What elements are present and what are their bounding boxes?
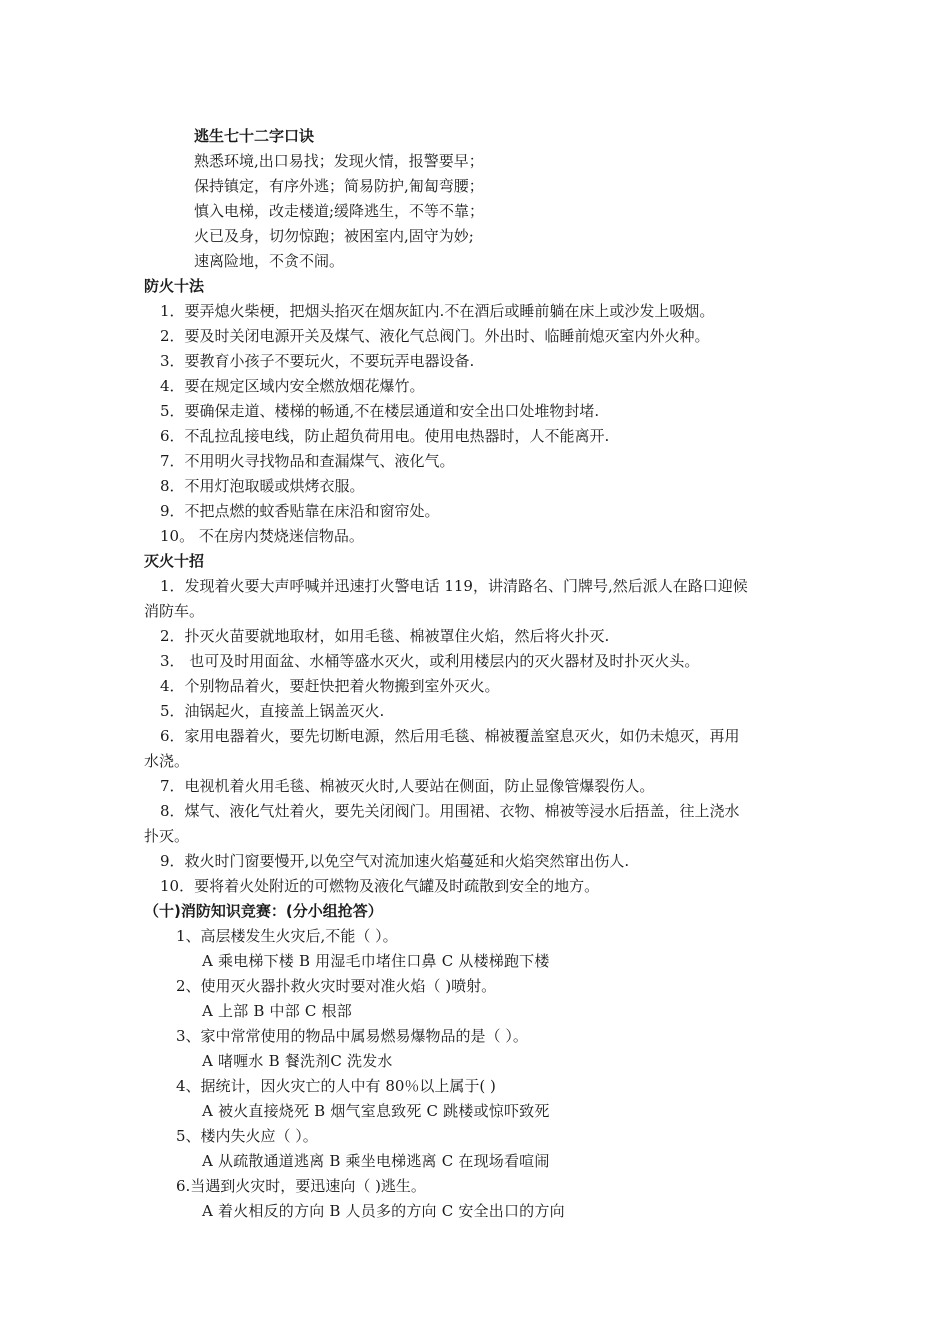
fighting-item-continued: 扑灭。 (144, 827, 190, 845)
quiz-options: A 乘电梯下楼 B 用湿毛巾堵住口鼻 C 从楼梯跑下楼 (202, 952, 550, 970)
prevention-item: 4．要在规定区域内安全燃放烟花爆竹。 (160, 377, 425, 395)
fighting-item: 5．油锅起火，直接盖上锅盖灭火. (160, 702, 385, 720)
quiz-question: 4、据统计，因火灾亡的人中有 80％以上属于( ) (176, 1077, 496, 1095)
fighting-item-continued: 消防车。 (144, 602, 205, 620)
fire-fighting-heading: 灭火十招 (144, 552, 205, 570)
poem-line: 火已及身，切勿惊跑；被困室内,固守为妙; (194, 227, 474, 245)
poem-line: 速离险地，不贪不闹。 (194, 252, 345, 270)
fighting-item: 4．个别物品着火，要赶快把着火物搬到室外灭火。 (160, 677, 500, 695)
quiz-options: A 啫喱水 B 餐洗剂C 洗发水 (202, 1052, 393, 1070)
prevention-item: 8．不用灯泡取暖或烘烤衣服。 (160, 477, 365, 495)
poem-line: 熟悉环境,出口易找；发现火情，报警要早； (194, 152, 484, 170)
poem-title: 逃生七十二字口诀 (194, 127, 315, 145)
fire-prevention-heading: 防火十法 (144, 277, 205, 295)
prevention-item: 6．不乱拉乱接电线，防止超负荷用电。使用电热器时，人不能离开. (160, 427, 610, 445)
quiz-question: 1、高层楼发生火灾后,不能（ ）。 (176, 927, 398, 945)
poem-line: 保持镇定，有序外逃；简易防护,匍匐弯腰； (194, 177, 484, 195)
prevention-item: 1．要弄熄火柴梗，把烟头掐灭在烟灰缸内.不在酒后或睡前躺在床上或沙发上吸烟。 (160, 302, 715, 320)
prevention-item: 5．要确保走道、楼梯的畅通,不在楼层通道和安全出口处堆物封堵. (160, 402, 600, 420)
quiz-question: 3、家中常常使用的物品中属易燃易爆物品的是（ ）。 (176, 1027, 528, 1045)
quiz-options: A 着火相反的方向 B 人员多的方向 C 安全出口的方向 (202, 1202, 565, 1220)
fighting-item-continued: 水浇。 (144, 752, 190, 770)
fighting-item: 8．煤气、液化气灶着火，要先关闭阀门。用围裙、衣物、棉被等浸水后捂盖，往上浇水 (160, 802, 740, 820)
fighting-item: 7．电视机着火用毛毯、棉被灭火时,人要站在侧面，防止显像管爆裂伤人。 (160, 777, 655, 795)
poem-line: 慎入电梯，改走楼道;缓降逃生，不等不靠； (194, 202, 485, 220)
fighting-item: 2．扑灭火苗要就地取材，如用毛毯、棉被罩住火焰，然后将火扑灭. (160, 627, 610, 645)
fighting-item: 10．要将着火处附近的可燃物及液化气罐及时疏散到安全的地方。 (160, 877, 600, 895)
quiz-options: A 上部 B 中部 C 根部 (202, 1002, 352, 1020)
fighting-item: 6．家用电器着火，要先切断电源，然后用毛毯、棉被覆盖窒息灭火，如仍未熄灭，再用 (160, 727, 740, 745)
fighting-item: 1．发现着火要大声呼喊并迅速打火警电话 119，讲清路名、门牌号,然后派人在路口迎候 (160, 577, 748, 595)
quiz-question: 2、使用灭火器扑救火灾时要对准火焰（ )喷射。 (176, 977, 497, 995)
quiz-question: 5、楼内失火应（ ）。 (176, 1127, 318, 1145)
fighting-item: 9．救火时门窗要慢开,以免空气对流加速火焰蔓延和火焰突然窜出伤人. (160, 852, 630, 870)
prevention-item: 9．不把点燃的蚊香贴靠在床沿和窗帘处。 (160, 502, 440, 520)
prevention-item: 3．要教育小孩子不要玩火，不要玩弄电器设备. (160, 352, 475, 370)
prevention-item: 10。 不在房内焚烧迷信物品。 (160, 527, 364, 545)
prevention-item: 2．要及时关闭电源开关及煤气、液化气总阀门。外出时、临睡前熄灭室内外火种。 (160, 327, 710, 345)
fighting-item: 3． 也可及时用面盆、水桶等盛水灭火，或利用楼层内的灭火器材及时扑灭火头。 (160, 652, 700, 670)
prevention-item: 7．不用明火寻找物品和查漏煤气、液化气。 (160, 452, 455, 470)
quiz-heading: （十)消防知识竞赛：(分小组抢答） (144, 902, 383, 920)
quiz-question: 6.当遇到火灾时，要迅速向（ )逃生。 (176, 1177, 426, 1195)
quiz-options: A 被火直接烧死 B 烟气室息致死 C 跳楼或惊吓致死 (202, 1102, 550, 1120)
quiz-options: A 从疏散通道逃离 B 乘坐电梯逃离 C 在现场看喧闹 (202, 1152, 550, 1170)
